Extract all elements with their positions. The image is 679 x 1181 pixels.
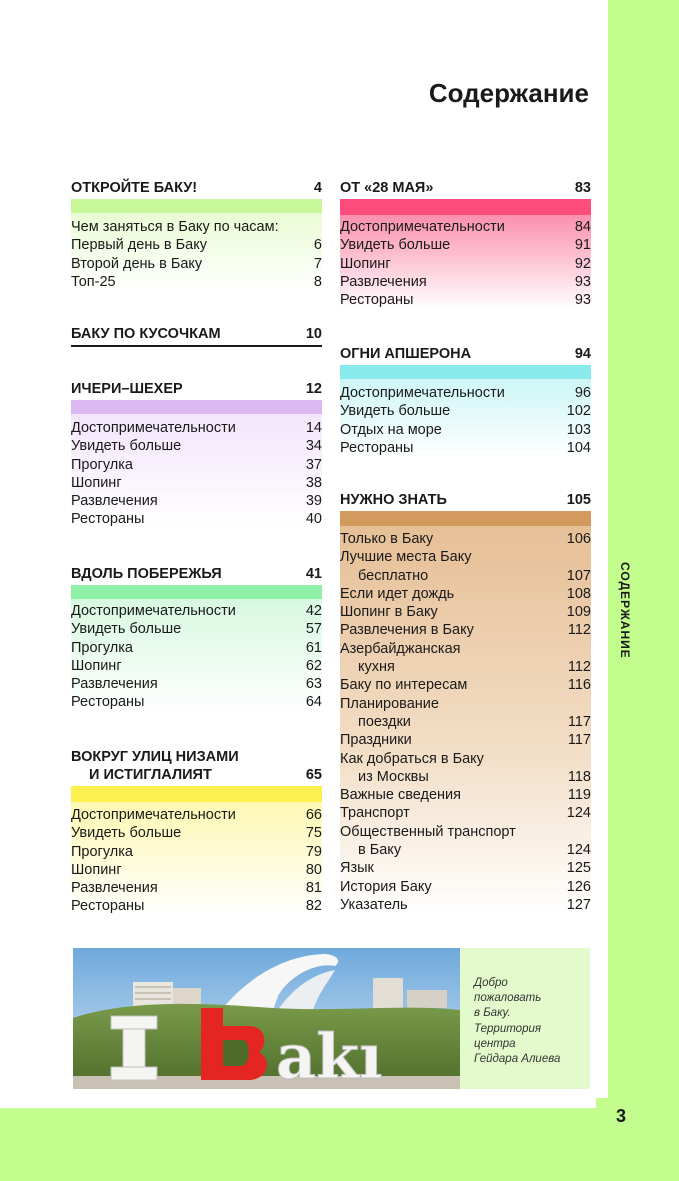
toc-row[interactable] [71, 861, 322, 879]
toc-row[interactable] [340, 878, 591, 896]
caption-line: пожаловать [474, 992, 542, 1005]
toc-list [340, 379, 591, 457]
toc-row[interactable] [340, 676, 591, 694]
toc-item-page: 66 [305, 807, 322, 823]
toc-item-page: 61 [305, 639, 322, 656]
toc-item-page: 93 [574, 273, 591, 290]
toc-section-page: 12 [305, 381, 322, 397]
toc-item-page: 119 [567, 787, 591, 804]
toc-row[interactable] [340, 621, 591, 639]
toc-row[interactable] [340, 640, 591, 658]
toc-row[interactable] [71, 510, 322, 528]
toc-item-page [561, 823, 591, 841]
toc-item-label: из Москвы [358, 768, 429, 785]
toc-item-page: 92 [574, 255, 591, 272]
page-bottom-bar [0, 1108, 608, 1181]
toc-item-page: 116 [567, 677, 591, 694]
toc-section-page: 65 [305, 767, 322, 783]
toc-row[interactable] [340, 859, 591, 877]
toc-item-page: 62 [305, 657, 322, 674]
baku-photo-illustration [73, 948, 460, 1089]
toc-row[interactable] [71, 437, 322, 455]
toc-list [71, 599, 322, 712]
toc-item-page: 34 [305, 438, 322, 455]
toc-list [71, 414, 322, 529]
toc-section-title: НУЖНО ЗНАТЬ [340, 492, 447, 508]
toc-item-page: 57 [305, 621, 322, 638]
toc-section-title-line2: И ИСТИГЛАЛИЯТ [89, 767, 212, 783]
toc-row[interactable] [71, 218, 322, 236]
toc-section-title: ОГНИ АПШЕРОНА [340, 346, 472, 362]
toc-section-nizami [71, 748, 322, 916]
toc-row[interactable] [71, 620, 322, 638]
toc-item-page: 118 [567, 768, 591, 785]
caption-line: центра [474, 1037, 516, 1050]
sign-letters: akı [276, 1020, 383, 1089]
toc-item-label: Развлечения [340, 273, 427, 290]
caption-line: Добро [474, 977, 508, 989]
toc-section-znat [340, 491, 591, 914]
toc-item-label: Рестораны [71, 694, 145, 711]
toc-item-page: 84 [574, 219, 591, 235]
toc-row[interactable] [71, 492, 322, 510]
toc-item-page: 124 [566, 805, 591, 822]
toc-section-28-may [340, 179, 591, 309]
toc-item-label: Шопинг [71, 861, 122, 878]
toc-item-label: Достопримечательности [71, 603, 236, 619]
toc-row[interactable] [340, 804, 591, 822]
toc-item-label: поездки [358, 713, 411, 730]
toc-section-title: ВДОЛЬ ПОБЕРЕЖЬЯ [71, 566, 222, 582]
toc-item-page: 108 [566, 585, 591, 602]
page-number: 3 [615, 1106, 626, 1126]
toc-item-label: Указатель [340, 896, 408, 913]
toc-row[interactable] [71, 897, 322, 915]
toc-row[interactable] [340, 786, 591, 804]
toc-item-label: Развлечения [71, 676, 158, 693]
toc-item-page: 106 [566, 531, 591, 547]
toc-row[interactable] [71, 273, 322, 291]
toc-section-page: 10 [305, 326, 322, 342]
toc-item-label: Рестораны [71, 511, 145, 528]
section-color-band [71, 585, 322, 599]
toc-item-page: 40 [305, 511, 322, 528]
toc-row[interactable] [71, 255, 322, 273]
toc-section-heading[interactable] [71, 380, 322, 398]
toc-item-label: Азербайджанская [340, 640, 461, 657]
toc-row[interactable] [71, 675, 322, 693]
toc-item-label: Шопинг [71, 657, 122, 674]
toc-row[interactable] [340, 439, 591, 457]
toc-section-title: БАКУ ПО КУСОЧКАМ [71, 326, 221, 342]
toc-row[interactable] [340, 695, 591, 713]
toc-item-page: 82 [305, 898, 322, 915]
toc-section-poberezhye [71, 565, 322, 712]
toc-item-page: 117 [567, 732, 591, 749]
toc-item-label: Увидеть больше [71, 438, 182, 455]
baku-photo [73, 948, 460, 1089]
toc-item-page: 8 [313, 273, 322, 290]
section-underline [71, 345, 322, 347]
toc-row[interactable] [340, 823, 591, 841]
toc-row[interactable] [340, 841, 591, 859]
toc-item-label: История Баку [340, 878, 432, 895]
toc-row[interactable] [71, 456, 322, 474]
caption-line: Гейдара Алиева [474, 1053, 561, 1066]
toc-item-page: 107 [566, 567, 591, 584]
toc-item-page: 75 [305, 825, 322, 842]
toc-row[interactable] [340, 658, 591, 676]
toc-row[interactable] [340, 548, 591, 566]
toc-item-label: Транспорт [340, 805, 410, 822]
toc-item-page: 96 [574, 385, 591, 401]
toc-list [340, 215, 591, 309]
toc-list [71, 213, 322, 291]
toc-item-label: Чем заняться в Баку по часам: [71, 219, 279, 235]
photo-caption [460, 948, 590, 1089]
toc-section-title: ОТ «28 МАЯ» [340, 180, 434, 196]
toc-section-title: ОТКРОЙТЕ БАКУ! [71, 180, 198, 196]
toc-row[interactable] [340, 567, 591, 585]
toc-section-page: 4 [313, 180, 322, 196]
toc-item-label: Достопримечательности [340, 385, 505, 401]
toc-item-label: в Баку [358, 842, 402, 859]
toc-item-label: Лучшие места Баку [340, 549, 472, 566]
toc-item-label: Баку по интересам [340, 677, 468, 694]
toc-item-label: Прогулка [71, 843, 133, 860]
toc-item-page: 125 [566, 860, 591, 877]
toc-row[interactable] [71, 843, 322, 861]
toc-item-page: 93 [574, 292, 591, 309]
toc-item-label: Развлечения [71, 493, 158, 510]
toc-item-page: 37 [305, 456, 322, 473]
section-color-band [340, 365, 591, 379]
toc-section-page: 83 [574, 180, 591, 196]
toc-item-label: Как добраться в Баку [340, 750, 484, 767]
toc-item-page: 103 [566, 421, 591, 438]
toc-section-page: 41 [305, 566, 322, 582]
toc-item-page: 127 [566, 896, 591, 913]
toc-row[interactable] [71, 236, 322, 254]
section-color-band [71, 400, 322, 414]
caption-line: Территория [474, 1022, 542, 1035]
page-title: Содержание [428, 78, 589, 108]
toc-item-label: Достопримечательности [71, 420, 236, 436]
toc-item-label: бесплатно [358, 567, 429, 584]
toc-row[interactable] [71, 806, 322, 824]
toc-item-page: 117 [567, 713, 591, 730]
toc-item-label: Увидеть больше [340, 403, 451, 420]
toc-item-label: кухня [358, 659, 395, 676]
toc-section-icheri [71, 380, 322, 529]
toc-item-label: Прогулка [71, 456, 133, 473]
toc-item-page: 124 [566, 842, 591, 859]
toc-item-label: Топ-25 [71, 273, 116, 290]
toc-section-page: 105 [566, 492, 591, 508]
toc-item-page: 112 [567, 659, 591, 676]
toc-section-heading[interactable] [340, 345, 591, 363]
toc-row[interactable] [340, 421, 591, 439]
toc-item-label: Планирование [340, 695, 439, 712]
toc-row[interactable] [340, 236, 591, 254]
toc-row[interactable] [71, 693, 322, 711]
toc-item-label: Достопримечательности [340, 219, 505, 235]
toc-item-label: Рестораны [71, 898, 145, 915]
toc-item-page: 7 [313, 255, 322, 272]
section-color-band [340, 199, 591, 215]
toc-item-label: Увидеть больше [340, 237, 451, 254]
toc-row[interactable] [71, 474, 322, 492]
toc-section-otkroyte [71, 179, 322, 291]
toc-row[interactable] [340, 896, 591, 914]
caption-line: в Баку. [474, 1007, 511, 1020]
toc-item-label: Увидеть больше [71, 621, 182, 638]
toc-item-page [561, 750, 591, 768]
toc-row[interactable] [71, 824, 322, 842]
toc-item-page: 102 [566, 403, 591, 420]
toc-row[interactable] [340, 585, 591, 603]
toc-item-page [561, 640, 591, 658]
toc-item-page: 63 [305, 676, 322, 693]
toc-item-label: Шопинг [340, 255, 391, 272]
toc-row[interactable] [71, 879, 322, 897]
side-section-label: СОДЕРЖАНИЕ [618, 562, 632, 659]
toc-row[interactable] [340, 750, 591, 768]
toc-row[interactable] [340, 273, 591, 291]
toc-item-label: Только в Баку [340, 531, 434, 547]
toc-row[interactable] [340, 384, 591, 402]
toc-item-label: Развлечения [71, 880, 158, 897]
toc-item-label: Праздники [340, 732, 412, 749]
section-color-band [71, 199, 322, 213]
toc-item-page: 112 [567, 622, 591, 639]
toc-item-label: Первый день в Баку [71, 237, 207, 254]
section-color-band [71, 786, 322, 802]
toc-item-page: 64 [305, 694, 322, 711]
toc-item-label: Важные сведения [340, 787, 461, 804]
toc-row[interactable] [340, 713, 591, 731]
toc-section-heading[interactable] [71, 748, 322, 784]
toc-item-label: Второй день в Баку [71, 255, 203, 272]
toc-item-page [561, 695, 591, 713]
toc-item-page: 80 [305, 861, 322, 878]
toc-row[interactable] [71, 639, 322, 657]
toc-item-label: Увидеть больше [71, 825, 182, 842]
toc-item-page [561, 548, 591, 566]
toc-section-title-line1: ВОКРУГ УЛИЦ НИЗАМИ [71, 749, 239, 765]
toc-item-page: 79 [305, 843, 322, 860]
toc-item-label: Достопримечательности [71, 807, 236, 823]
toc-item-page [292, 218, 322, 236]
toc-item-label: Шопинг в Баку [340, 604, 438, 621]
toc-row[interactable] [340, 402, 591, 420]
toc-row[interactable] [71, 657, 322, 675]
toc-section-heading[interactable] [71, 179, 322, 197]
toc-item-page: 6 [313, 237, 322, 254]
toc-row[interactable] [71, 602, 322, 620]
toc-item-page: 81 [305, 880, 322, 897]
toc-section-heading[interactable] [71, 565, 322, 583]
toc-item-label: Развлечения в Баку [340, 622, 474, 639]
toc-item-label: Рестораны [340, 292, 414, 309]
toc-item-label: Шопинг [71, 474, 122, 491]
toc-item-label: Если идет дождь [340, 585, 455, 602]
toc-item-page: 42 [305, 603, 322, 619]
toc-item-label: Общественный транспорт [340, 823, 516, 840]
toc-section-heading[interactable] [340, 491, 591, 509]
toc-item-page: 39 [305, 493, 322, 510]
toc-section-heading[interactable] [340, 179, 591, 197]
toc-item-label: Отдых на море [340, 421, 442, 438]
toc-section-page: 94 [574, 346, 591, 362]
toc-row[interactable] [340, 530, 591, 548]
toc-section-absheron [340, 345, 591, 457]
toc-row[interactable] [340, 768, 591, 786]
toc-item-page: 38 [305, 474, 322, 491]
toc-section-heading[interactable] [71, 325, 322, 343]
toc-row[interactable] [340, 731, 591, 749]
toc-row[interactable] [340, 218, 591, 236]
toc-item-page: 109 [566, 604, 591, 621]
toc-section-title: ИЧЕРИ–ШЕХЕР [71, 381, 183, 397]
toc-list [340, 526, 591, 914]
toc-item-page: 14 [305, 420, 322, 436]
toc-item-page: 126 [566, 878, 591, 895]
toc-list [71, 802, 322, 916]
toc-row[interactable] [340, 291, 591, 309]
toc-item-page: 91 [574, 237, 591, 254]
toc-item-label: Рестораны [340, 439, 414, 456]
toc-item-label: Язык [340, 860, 374, 877]
section-color-band [340, 511, 591, 526]
toc-item-page: 104 [566, 439, 591, 456]
toc-item-label: Прогулка [71, 639, 133, 656]
toc-row[interactable] [340, 255, 591, 273]
toc-section-kusochkam [71, 325, 322, 347]
toc-row[interactable] [71, 419, 322, 437]
toc-row[interactable] [340, 603, 591, 621]
